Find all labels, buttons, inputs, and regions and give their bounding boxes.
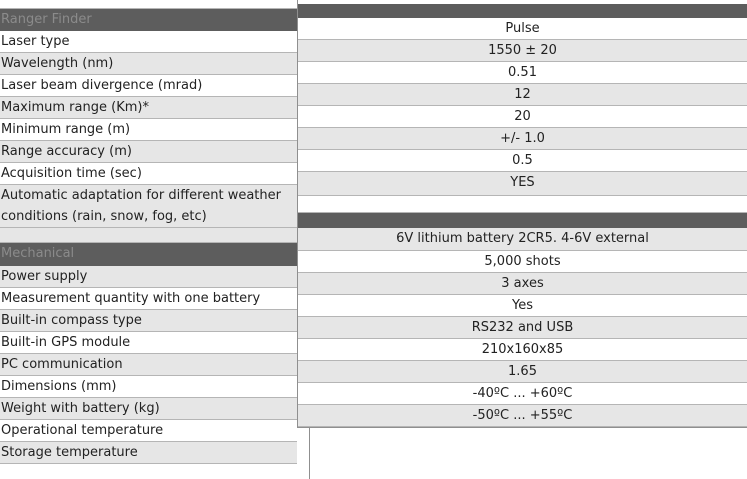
label-laser-type: Laser type [0, 31, 297, 53]
value-gps-module: Yes [298, 295, 747, 317]
label-power-supply: Power supply [0, 266, 297, 288]
value-laser-type: Pulse [298, 18, 747, 40]
spec-values-panel [297, 0, 747, 428]
values-header-bar-mechanical [298, 213, 747, 228]
value-range-accuracy: +/- 1.0 [298, 128, 747, 150]
value-pc-communication: RS232 and USB [298, 317, 747, 339]
label-measurement-quantity: Measurement quantity with one battery [0, 288, 297, 310]
label-minimum-range: Minimum range (m) [0, 119, 297, 141]
value-beam-divergence: 0.51 [298, 62, 747, 84]
label-maximum-range: Maximum range (Km)* [0, 97, 297, 119]
value-maximum-range: 12 [298, 84, 747, 106]
value-acquisition-time: 0.5 [298, 150, 747, 172]
label-weather-adaptation: Automatic adaptation for different weather conditions (rain, snow, fog, etc) [0, 185, 297, 228]
value-weight: 1.65 [298, 361, 747, 383]
value-wavelength: 1550 ± 20 [298, 40, 747, 62]
section-header-mechanical: Mechanical [0, 243, 297, 266]
label-dimensions: Dimensions (mm) [0, 376, 297, 398]
value-dimensions: 210x160x85 [298, 339, 747, 361]
label-gps-module: Built-in GPS module [0, 332, 297, 354]
label-weight: Weight with battery (kg) [0, 398, 297, 420]
label-pc-communication: PC communication [0, 354, 297, 376]
top-spacer-row [0, 0, 297, 9]
label-storage-temperature: Storage temperature [0, 442, 297, 464]
value-compass-type: 3 axes [298, 273, 747, 295]
label-beam-divergence: Laser beam divergence (mrad) [0, 75, 297, 97]
label-compass-type: Built-in compass type [0, 310, 297, 332]
label-acquisition-time: Acquisition time (sec) [0, 163, 297, 185]
section-spacer-row [0, 228, 297, 243]
value-operational-temperature: -40ºC ... +60ºC [298, 383, 747, 405]
section-header-ranger-finder: Ranger Finder [0, 9, 297, 31]
value-minimum-range: 20 [298, 106, 747, 128]
value-measurement-quantity: 5,000 shots [298, 251, 747, 273]
value-weather-adaptation: YES [298, 172, 747, 196]
value-power-supply: 6V lithium battery 2CR5. 4-6V external [298, 228, 747, 251]
label-range-accuracy: Range accuracy (m) [0, 141, 297, 163]
value-storage-temperature: -50ºC ... +55ºC [298, 405, 747, 427]
label-operational-temperature: Operational temperature [0, 420, 297, 442]
label-wavelength: Wavelength (nm) [0, 53, 297, 75]
spec-labels-column [0, 0, 310, 479]
values-spacer-row [298, 196, 747, 213]
values-header-bar-ranger [298, 4, 747, 18]
